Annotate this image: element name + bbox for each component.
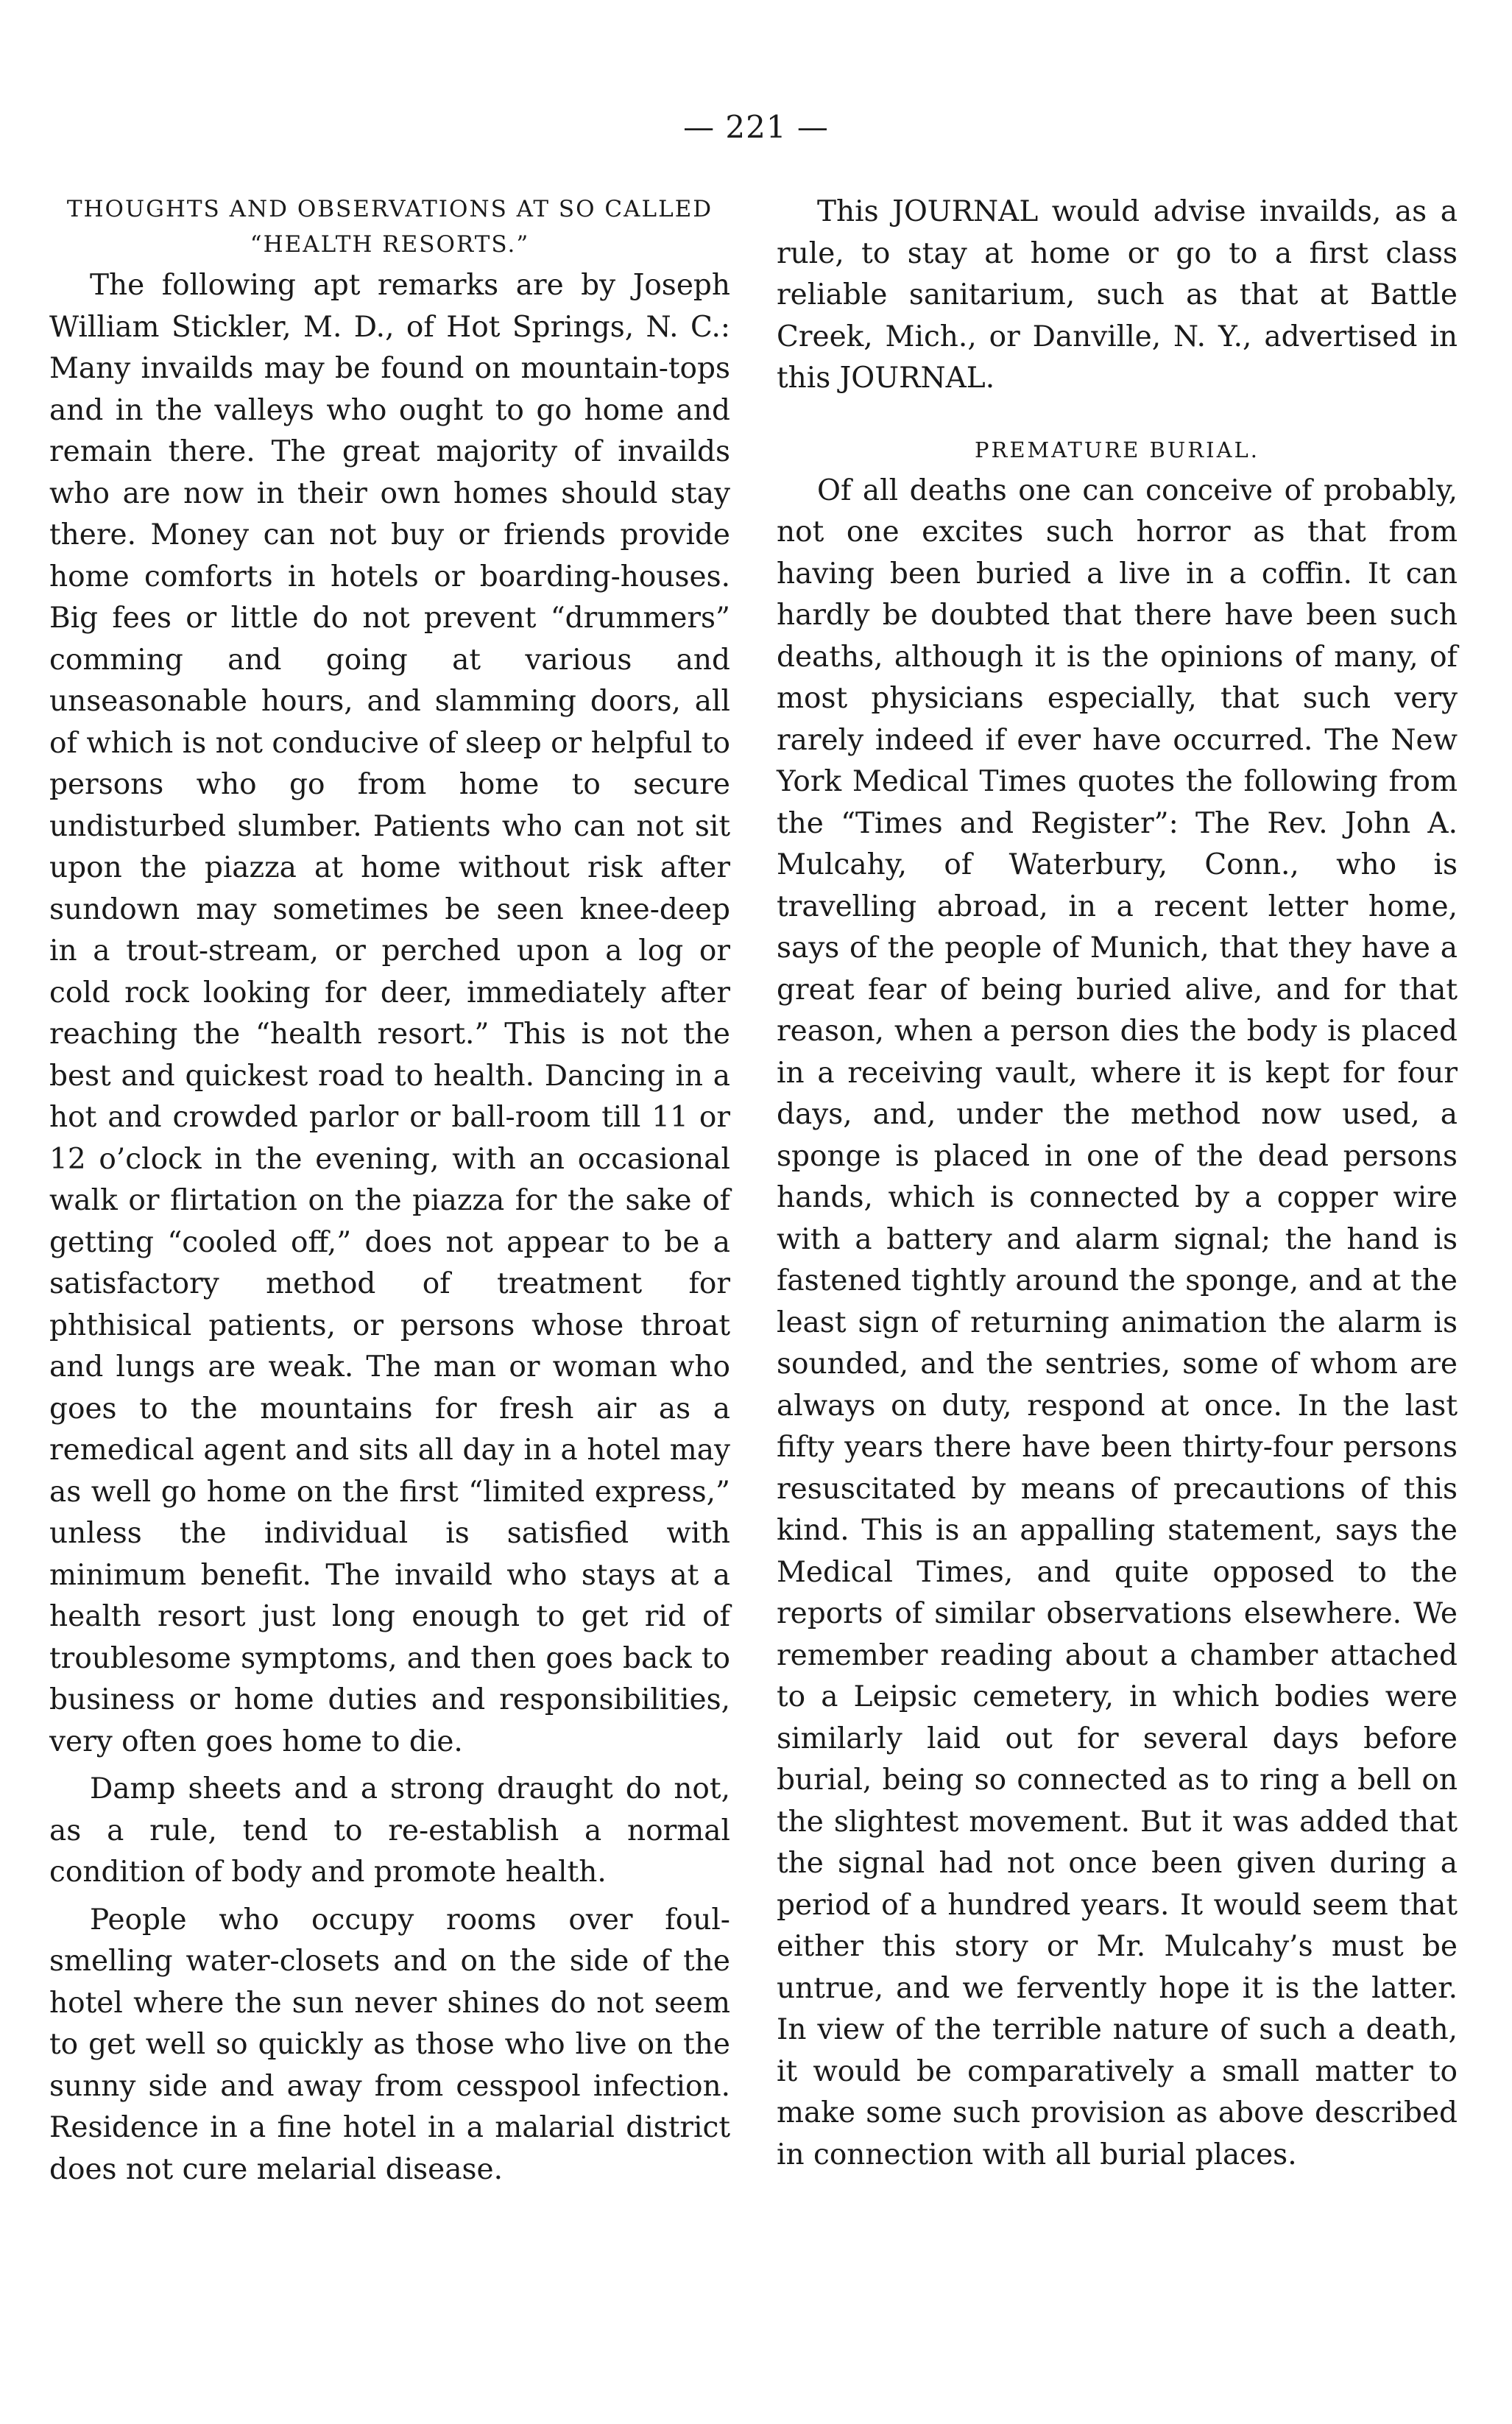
left-column: [49, 191, 730, 2191]
journal-advice-paragraph: This JOURNAL would advise invailds, as a rule, to stay at home or go to a first class reliable sanitarium, such as that at Battle Creek, Mich., or Danville, N. Y., advertised in this JOURNAL.: [777, 195, 1458, 395]
article-paragraph: People who occupy rooms over foul-smelling water-closets and on the side of the hotel where the sun never shines do not seem to get well so quickly as those who live on the sunny side and away from cesspool infection. Residence in a fine hotel in a malarial district does not cure melarial disease.: [49, 1903, 730, 2186]
article-heading-premature-burial: PREMATURE BURIAL.: [974, 437, 1260, 462]
page-number: — 221 —: [683, 109, 829, 145]
article-paragraph: The following apt remarks are by Joseph William Stickler, M. D., of Hot Springs, N. C.: Many invailds may be found on mountain-tops and in the valleys who ought to go home and remain there. The great majority of invailds who are now in their own homes should stay there. Money can not buy or friends provide home comforts in hotels or boarding-houses. Big fees or little do not prevent “drummers” comming and going at various and unseasonable hours, and slamming doors, all of which is not conducive of sleep or helpful to persons who go from home to secure undisturbed slumber. Patients who can not sit upon the piazza at home without risk after sundown may sometimes be seen knee-deep in a trout-stream, or perched upon a log or cold rock looking for deer, immediately after reaching the “health resort.” This is not the best and quickest road to health. Dancing in a hot and crowded parlor or ball-room till 11 or 12 o’clock in the evening, with an occasional walk or flirtation on the piazza for the sake of getting “cooled off,” does not appear to be a satisfactory method of treatment for phthisical patients, or persons whose throat and lungs are weak. The man or woman who goes to the mountains for fresh air as a remedical agent and sits all day in a hotel may as well go home on the first “limited express,” unless the individual is satisfied with minimum benefit. The invaild who stays at a health resort just long enough to get rid of troublesome symptoms, and then goes back to business or home duties and responsibilities, very often goes home to die.: [49, 269, 730, 1758]
article-paragraph: Damp sheets and a strong draught do not, as a rule, tend to re-establish a normal condition of body and promote health.: [49, 1772, 730, 1889]
article-heading-health-resorts: THOUGHTS AND OBSERVATIONS AT SO CALLED “HEALTH RESORTS.”: [66, 196, 713, 258]
article-paragraph: Of all deaths one can conceive of probably, not one excites such horror as that from having been buried a live in a coffin. It can hardly be doubted that there have been such deaths, although it is the opinions of many, of most physicians especially, that such very rarely indeed if ever have occurred. The New York Medical Times quotes the following from the “Times and Register”: The Rev. John A. Mulcahy, of Waterbury, Conn., who is travelling abroad, in a recent letter home, says of the people of Munich, that they have a great fear of being buried alive, and for that reason, when a person dies the body is placed in a receiving vault, where it is kept for four days, and, under the method now used, a sponge is placed in one of the dead persons hands, which is connected by a copper wire with a battery and alarm signal; the hand is fastened tightly around the sponge, and at the least sign of returning animation the alarm is sounded, and the sentries, some of whom are always on duty, respond at once. In the last fifty years there have been thirty-four persons resuscitated by means of precautions of this kind. This is an appalling statement, says the Medical Times, and quite opposed to the reports of similar observations elsewhere. We remember reading about a chamber attached to a Leipsic cemetery, in which bodies were similarly laid out for several days before burial, being so connected as to ring a bell on the slightest movement. But it was added that the signal had not once been given during a period of a hundred years. It would seem that either this story or Mr. Mulcahy’s must be untrue, and we fervently hope it is the latter. In view of the terrible nature of such a death, it would be comparatively a small matter to make some such provision as above described in connection with all burial places.: [777, 473, 1458, 2171]
right-column: [777, 191, 1458, 2176]
